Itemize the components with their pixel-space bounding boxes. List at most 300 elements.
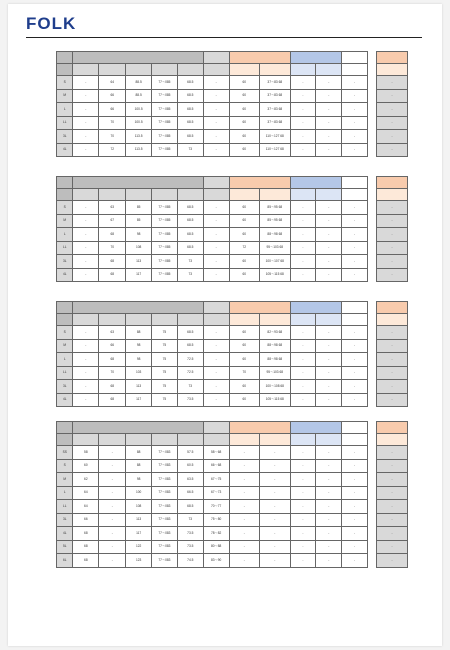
value-cell: 117 <box>126 527 152 541</box>
table-row <box>377 486 408 500</box>
value-cell: 70 <box>99 116 126 130</box>
header-group-cell <box>203 302 229 314</box>
header-corner-cell <box>57 52 73 64</box>
header-group-cell <box>342 52 368 64</box>
column-header-cell <box>342 314 368 326</box>
side-value-cell: - <box>377 446 408 460</box>
value-cell: - <box>316 380 342 394</box>
value-cell: 60 <box>229 228 260 242</box>
value-cell: 77〜085 <box>152 76 178 90</box>
value-cell: 60 <box>229 339 260 353</box>
value-cell: 60 <box>229 326 260 340</box>
value-cell: 77〜085 <box>152 214 178 228</box>
table-row <box>377 500 408 514</box>
value-cell: 88〜98 68 <box>260 228 291 242</box>
value-cell: 77〜085 <box>152 201 178 215</box>
value-cell: - <box>342 228 368 242</box>
value-cell: - <box>229 500 260 514</box>
value-cell: 108 <box>126 241 152 255</box>
value-cell: 73.5 <box>177 527 203 541</box>
header-group-cell <box>203 52 229 64</box>
size-cell: L <box>57 353 73 367</box>
table-row <box>57 473 368 487</box>
value-cell: - <box>73 143 99 157</box>
value-cell: - <box>260 513 291 527</box>
value-cell: - <box>203 76 229 90</box>
table-row <box>57 486 368 500</box>
value-cell: 77〜085 <box>152 143 178 157</box>
value-cell: - <box>203 366 229 380</box>
value-cell: 68 <box>99 353 126 367</box>
value-cell: - <box>290 540 316 554</box>
value-cell: 66〜68 <box>203 459 229 473</box>
side-value-cell: - <box>377 527 408 541</box>
header-group-cell <box>290 52 342 64</box>
value-cell: - <box>260 486 291 500</box>
value-cell: - <box>316 201 342 215</box>
side-table <box>376 51 408 157</box>
table-row <box>377 540 408 554</box>
value-cell: - <box>290 228 316 242</box>
value-cell: 66.5 <box>177 486 203 500</box>
table-row <box>377 255 408 269</box>
value-cell: 67 <box>99 214 126 228</box>
value-cell: - <box>99 446 126 460</box>
value-cell: 68.5 <box>177 116 203 130</box>
value-cell: 75 <box>152 326 178 340</box>
value-cell: 63 <box>99 201 126 215</box>
table-row <box>377 268 408 282</box>
table-header-row <box>57 314 368 326</box>
value-cell: - <box>316 513 342 527</box>
value-cell: 72 <box>229 241 260 255</box>
value-cell: 77〜085 <box>152 130 178 144</box>
size-cell: M <box>57 89 73 103</box>
table-row <box>57 554 368 568</box>
value-cell: 95〜103 68 <box>260 241 291 255</box>
value-cell: 68.5 <box>177 228 203 242</box>
value-cell: - <box>73 366 99 380</box>
value-cell: - <box>342 527 368 541</box>
value-cell: 85〜95 68 <box>260 201 291 215</box>
column-header-cell <box>99 64 126 76</box>
value-cell: - <box>316 446 342 460</box>
value-cell: - <box>316 268 342 282</box>
header-corner-cell <box>57 177 73 189</box>
header-group-cell <box>73 177 203 189</box>
column-header-cell <box>260 64 291 76</box>
value-cell: - <box>203 353 229 367</box>
side-header-cell <box>377 434 408 446</box>
value-cell: 77〜083 <box>152 486 178 500</box>
side-value-cell: - <box>377 116 408 130</box>
value-cell: - <box>316 76 342 90</box>
value-cell: 85 <box>126 214 152 228</box>
table-row <box>57 393 368 407</box>
value-cell: - <box>290 201 316 215</box>
value-cell: - <box>342 459 368 473</box>
size-cell: M <box>57 473 73 487</box>
column-header-cell <box>177 189 203 201</box>
value-cell: 88.5 <box>126 76 152 90</box>
table-row <box>57 380 368 394</box>
value-cell: - <box>73 241 99 255</box>
value-cell: 68 <box>99 393 126 407</box>
value-cell: 62 <box>73 473 99 487</box>
size-cell: LL <box>57 241 73 255</box>
table-row <box>377 459 408 473</box>
table-row <box>57 89 368 103</box>
table-row <box>57 366 368 380</box>
value-cell: 100.5 <box>126 116 152 130</box>
table-header-row <box>57 302 368 314</box>
value-cell: - <box>203 103 229 117</box>
value-cell: - <box>290 527 316 541</box>
value-cell: 70 <box>99 241 126 255</box>
value-cell: - <box>73 214 99 228</box>
value-cell: 73 <box>177 143 203 157</box>
column-header-cell <box>152 189 178 201</box>
value-cell: 88〜98 68 <box>260 353 291 367</box>
side-value-cell: - <box>377 339 408 353</box>
value-cell: 77〜085 <box>152 103 178 117</box>
column-header-cell <box>316 434 342 446</box>
value-cell: 60 <box>229 103 260 117</box>
value-cell: - <box>316 143 342 157</box>
value-cell: 70 <box>99 366 126 380</box>
value-cell: 77〜083 <box>152 500 178 514</box>
side-header-cell <box>377 314 408 326</box>
value-cell: - <box>342 366 368 380</box>
value-cell: 75 <box>152 339 178 353</box>
value-cell: 75 <box>152 393 178 407</box>
value-cell: 72 <box>99 143 126 157</box>
value-cell: - <box>316 393 342 407</box>
value-cell: - <box>73 339 99 353</box>
value-cell: - <box>342 103 368 117</box>
header-group-cell <box>342 177 368 189</box>
side-value-cell: - <box>377 473 408 487</box>
value-cell: 73 <box>177 380 203 394</box>
value-cell: - <box>316 554 342 568</box>
value-cell: 60 <box>229 130 260 144</box>
column-header-cell <box>152 434 178 446</box>
value-cell: 37〜83 68 <box>260 76 291 90</box>
value-cell: 105〜115 68 <box>260 393 291 407</box>
value-cell: 70 <box>99 130 126 144</box>
value-cell: - <box>203 268 229 282</box>
column-header-cell <box>316 64 342 76</box>
value-cell: 70 <box>229 366 260 380</box>
side-value-cell: - <box>377 513 408 527</box>
header-corner-cell <box>57 422 73 434</box>
header-corner-cell <box>57 314 73 326</box>
value-cell: - <box>73 130 99 144</box>
value-cell: 98 <box>126 473 152 487</box>
column-header-cell <box>316 189 342 201</box>
value-cell: - <box>342 130 368 144</box>
value-cell: - <box>290 459 316 473</box>
value-cell: 98 <box>126 228 152 242</box>
value-cell: - <box>316 241 342 255</box>
value-cell: 88 <box>126 446 152 460</box>
value-cell: - <box>342 353 368 367</box>
side-value-cell: - <box>377 554 408 568</box>
column-header-cell <box>203 189 229 201</box>
value-cell: 75 <box>152 353 178 367</box>
table-row <box>57 527 368 541</box>
size-cell: 6L <box>57 554 73 568</box>
value-cell: - <box>290 241 316 255</box>
table-header-row <box>57 189 368 201</box>
value-cell: - <box>260 540 291 554</box>
value-cell: 95〜103 68 <box>260 366 291 380</box>
value-cell: - <box>290 326 316 340</box>
value-cell: - <box>260 459 291 473</box>
value-cell: - <box>316 103 342 117</box>
column-header-cell <box>290 434 316 446</box>
value-cell: - <box>99 486 126 500</box>
value-cell: 88 <box>126 326 152 340</box>
value-cell: 78〜82 <box>203 527 229 541</box>
value-cell: - <box>203 130 229 144</box>
value-cell: - <box>260 500 291 514</box>
value-cell: - <box>342 143 368 157</box>
value-cell: 98 <box>126 353 152 367</box>
value-cell: 108 <box>126 500 152 514</box>
value-cell: 63 <box>99 326 126 340</box>
value-cell: - <box>342 554 368 568</box>
side-value-cell: - <box>377 486 408 500</box>
value-cell: - <box>73 326 99 340</box>
value-cell: 77〜085 <box>152 268 178 282</box>
table-row <box>377 366 408 380</box>
column-header-cell <box>177 64 203 76</box>
table-header-row <box>377 422 408 434</box>
value-cell: - <box>290 130 316 144</box>
size-cell: S <box>57 459 73 473</box>
table-row <box>57 353 368 367</box>
table-row <box>377 130 408 144</box>
column-header-cell <box>316 314 342 326</box>
size-cell: M <box>57 339 73 353</box>
value-cell: - <box>73 116 99 130</box>
header-group-cell <box>73 52 203 64</box>
value-cell: 68.5 <box>177 339 203 353</box>
value-cell: 72.5 <box>177 353 203 367</box>
column-header-cell <box>126 189 152 201</box>
value-cell: 77〜085 <box>152 241 178 255</box>
value-cell: 77〜085 <box>152 116 178 130</box>
value-cell: - <box>316 473 342 487</box>
header-corner-cell <box>57 64 73 76</box>
header-divider <box>26 37 422 38</box>
value-cell: 105〜115 68 <box>260 268 291 282</box>
value-cell: - <box>203 326 229 340</box>
value-cell: 77〜083 <box>152 554 178 568</box>
column-header-cell <box>229 314 260 326</box>
header-corner-cell <box>57 189 73 201</box>
header-group-cell <box>229 422 290 434</box>
size-cell: S <box>57 76 73 90</box>
side-value-cell: - <box>377 255 408 269</box>
header-group-cell <box>203 177 229 189</box>
header-group-cell <box>290 177 342 189</box>
value-cell: 68.5 <box>177 500 203 514</box>
column-header-cell <box>260 314 291 326</box>
table-header-row <box>377 64 408 76</box>
value-cell: - <box>203 339 229 353</box>
value-cell: 77〜085 <box>152 89 178 103</box>
table-header-row <box>377 314 408 326</box>
value-cell: 117 <box>126 268 152 282</box>
value-cell: 74.5 <box>177 554 203 568</box>
value-cell: 75 <box>152 380 178 394</box>
table-row <box>377 76 408 90</box>
value-cell: - <box>229 527 260 541</box>
table-header-row <box>57 52 368 64</box>
table-row <box>377 89 408 103</box>
value-cell: 70〜77 <box>203 500 229 514</box>
header-group-cell <box>290 422 342 434</box>
value-cell: - <box>342 241 368 255</box>
table-row <box>377 241 408 255</box>
value-cell: 77〜083 <box>152 540 178 554</box>
value-cell: - <box>73 201 99 215</box>
value-cell: 68 <box>99 228 126 242</box>
value-cell: - <box>290 500 316 514</box>
value-cell: 68.5 <box>177 76 203 90</box>
side-header-cell <box>377 189 408 201</box>
value-cell: - <box>316 459 342 473</box>
value-cell: - <box>73 76 99 90</box>
value-cell: - <box>316 339 342 353</box>
size-table <box>56 176 368 282</box>
value-cell: 122 <box>126 540 152 554</box>
size-cell: 5L <box>57 540 73 554</box>
value-cell: 60.5 <box>177 459 203 473</box>
value-cell: 60 <box>229 214 260 228</box>
value-cell: - <box>99 527 126 541</box>
value-cell: 64 <box>99 76 126 90</box>
header-group-cell <box>342 422 368 434</box>
value-cell: - <box>342 540 368 554</box>
column-header-cell <box>152 64 178 76</box>
value-cell: 57.5 <box>177 446 203 460</box>
side-header-cell <box>377 422 408 434</box>
table-row <box>57 446 368 460</box>
column-header-cell <box>126 434 152 446</box>
side-header-cell <box>377 177 408 189</box>
size-cell: 4L <box>57 268 73 282</box>
value-cell: - <box>99 500 126 514</box>
value-cell: - <box>290 143 316 157</box>
side-table <box>376 301 408 407</box>
column-header-cell <box>73 64 99 76</box>
value-cell: 68.5 <box>177 326 203 340</box>
value-cell: - <box>342 380 368 394</box>
value-cell: 100〜108 68 <box>260 380 291 394</box>
value-cell: 60 <box>229 201 260 215</box>
value-cell: - <box>316 353 342 367</box>
table-row <box>57 339 368 353</box>
value-cell: 67〜73 <box>203 486 229 500</box>
value-cell: 66 <box>99 103 126 117</box>
value-cell: 80〜88 <box>203 540 229 554</box>
size-cell: 3L <box>57 130 73 144</box>
header-group-cell <box>290 302 342 314</box>
value-cell: - <box>73 353 99 367</box>
size-cell: L <box>57 228 73 242</box>
value-cell: - <box>290 89 316 103</box>
value-cell: 88 <box>126 459 152 473</box>
header-group-cell <box>73 422 203 434</box>
table-row <box>57 326 368 340</box>
value-cell: - <box>73 393 99 407</box>
value-cell: - <box>342 486 368 500</box>
value-cell: 60 <box>229 255 260 269</box>
value-cell: - <box>290 513 316 527</box>
table-row <box>57 228 368 242</box>
value-cell: 85〜95 68 <box>260 214 291 228</box>
value-cell: - <box>290 393 316 407</box>
size-cell: SS <box>57 446 73 460</box>
value-cell: 60 <box>229 353 260 367</box>
value-cell: 60 <box>229 89 260 103</box>
column-header-cell <box>99 314 126 326</box>
table-row <box>57 540 368 554</box>
value-cell: - <box>229 513 260 527</box>
value-cell: 60 <box>229 380 260 394</box>
size-cell: S <box>57 201 73 215</box>
side-value-cell: - <box>377 143 408 157</box>
side-value-cell: - <box>377 393 408 407</box>
value-cell: 64 <box>73 486 99 500</box>
value-cell: - <box>342 116 368 130</box>
value-cell: - <box>203 380 229 394</box>
size-cell: 4L <box>57 143 73 157</box>
table-row <box>57 255 368 269</box>
value-cell: - <box>290 76 316 90</box>
value-cell: 68 <box>73 527 99 541</box>
value-cell: - <box>203 116 229 130</box>
value-cell: 58 <box>73 446 99 460</box>
table-row <box>57 513 368 527</box>
value-cell: - <box>260 527 291 541</box>
value-cell: 68.5 <box>177 241 203 255</box>
value-cell: - <box>342 473 368 487</box>
table-row <box>57 116 368 130</box>
value-cell: 72.5 <box>177 366 203 380</box>
value-cell: 37〜83 68 <box>260 89 291 103</box>
size-table <box>56 421 368 568</box>
value-cell: 77〜083 <box>152 459 178 473</box>
side-value-cell: - <box>377 89 408 103</box>
size-cell: 3L <box>57 255 73 269</box>
size-table <box>56 51 368 157</box>
value-cell: - <box>229 554 260 568</box>
value-cell: 63.5 <box>177 473 203 487</box>
value-cell: - <box>342 255 368 269</box>
value-cell: - <box>342 201 368 215</box>
value-cell: - <box>260 554 291 568</box>
value-cell: 113.5 <box>126 143 152 157</box>
value-cell: 68 <box>99 255 126 269</box>
header-group-cell <box>73 302 203 314</box>
value-cell: 100〜107 68 <box>260 255 291 269</box>
side-value-cell: - <box>377 201 408 215</box>
table-row <box>57 143 368 157</box>
